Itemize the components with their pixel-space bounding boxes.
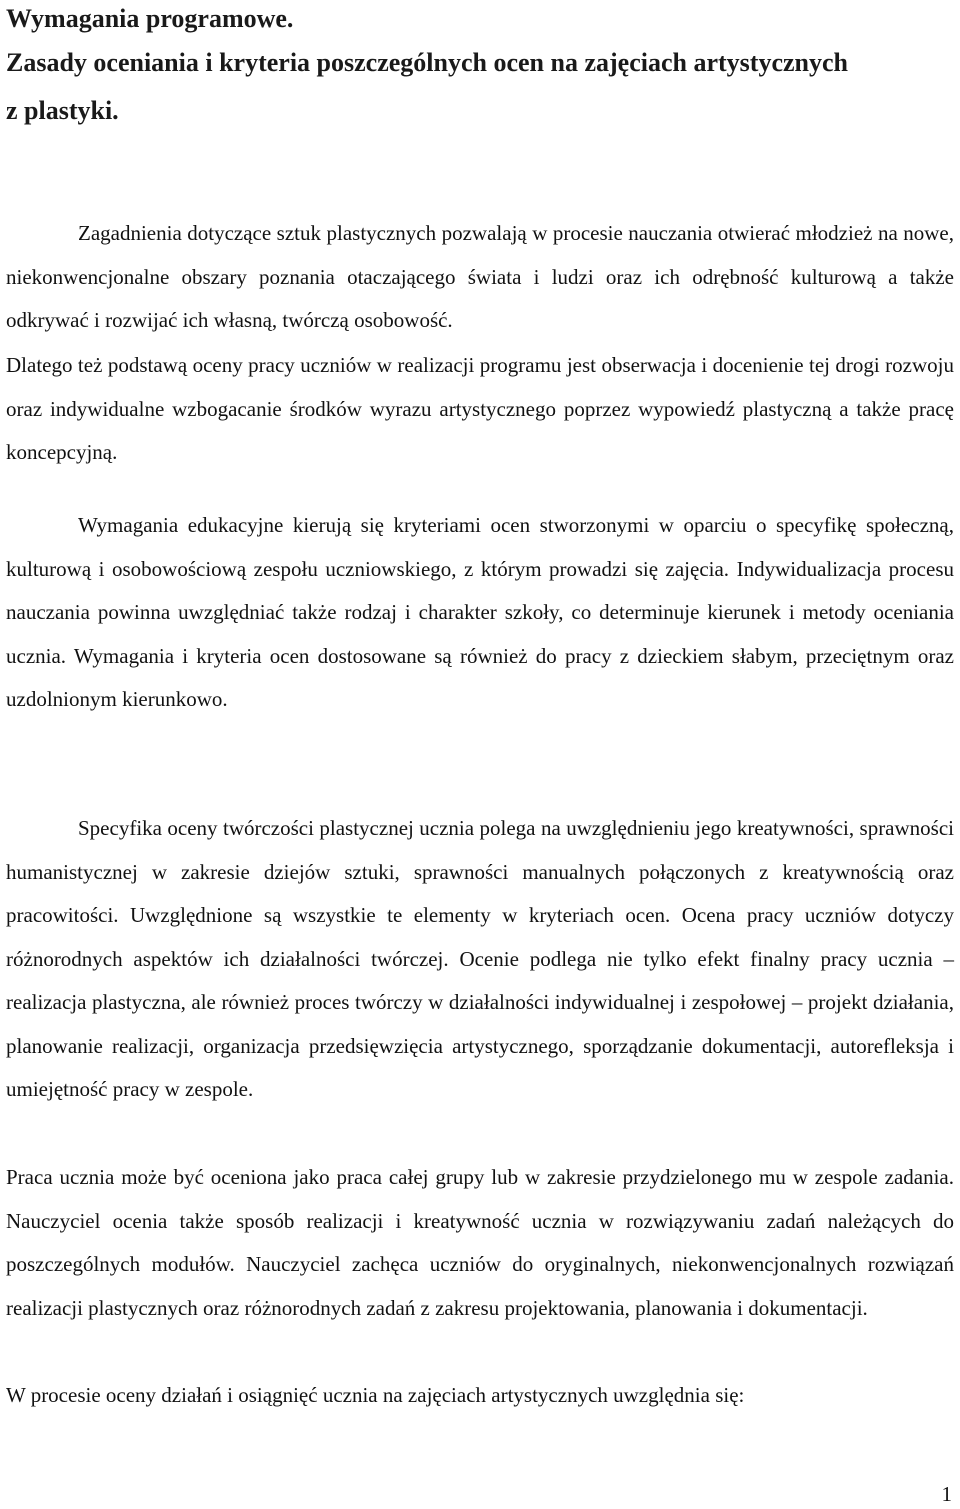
paragraph-3: Wymagania edukacyjne kierują się kryteriami ocen stworzonymi w oparciu o specyfikę społeczną, kulturową i osobowościową zespołu uczniowskiego, z którym prowadzi się zajęcia. Indywidualizacja procesu nauczania powinna uwzględniać także rodzaj i charakter szkoły, co determinuje kierunek i metody oceniania ucznia. Wymagania i kryteria ocen dostosowane są również do pracy z dzieckiem słabym, przeciętnym oraz uzdolnionym kierunkowo. [6,513,954,711]
title-line-3: z plastyki. [6,96,119,125]
title-line-1: Wymagania programowe. [6,4,294,33]
paragraph-4: Specyfika oceny twórczości plastycznej ucznia polega na uwzględnieniu jego kreatywności, sprawności humanistycznej w zakresie dziejów sztuki, sprawności manualnych połączonych z kreatywnością oraz pracowitości. Uwzględnione są wszystkie te elementy w kryteriach ocen. Ocena pracy uczniów dotyczy różnorodnych aspektów ich działalności twórczej. Ocenie podlega nie tylko efekt finalny pracy ucznia – realizacja plastyczna, ale również proces twórczy w działalności indywidualnej i zespołowej – projekt działania, planowanie realizacji, organizacja przedsięwzięcia artystycznego, sporządzanie dokumentacji, autorefleksja i umiejętność pracy w zespole. [6,816,954,1101]
paragraph-6: W procesie oceny działań i osiągnięć ucznia na zajęciach artystycznych uwzględnia się: [6,1383,745,1407]
paragraph-5: Praca ucznia może być oceniona jako praca całej grupy lub w zakresie przydzielonego mu w zespole zadania. Nauczyciel ocenia także sposób realizacji i kreatywność ucznia w rozwiązywaniu zadań należących do poszczególnych modułów. Nauczyciel zachęca uczniów do oryginalnych, niekonwencjonalnych rozwiązań realizacji plastycznych oraz różnorodnych zadań z zakresu projektowania, planowania i dokumentacji. [6,1165,954,1320]
paragraph-2: Dlatego też podstawą oceny pracy uczniów w realizacji programu jest obserwacja i docenienie tej drogi rozwoju oraz indywidualne wzbogacanie środków wyrazu artystycznego poprzez wypowiedź plastyczną a także pracę koncepcyjną. [6,353,954,464]
title-line-2: Zasady oceniania i kryteria poszczególnych ocen na zajęciach artystycznych [6,48,848,77]
paragraph-1: Zagadnienia dotyczące sztuk plastycznych pozwalają w procesie nauczania otwierać młodzież na nowe, niekonwencjonalne obszary poznania otaczającego świata i ludzi oraz ich odrębność kulturową a także odkrywać i rozwijać ich własną, twórczą osobowość. [6,221,954,332]
page-number: 1 [941,1482,952,1506]
